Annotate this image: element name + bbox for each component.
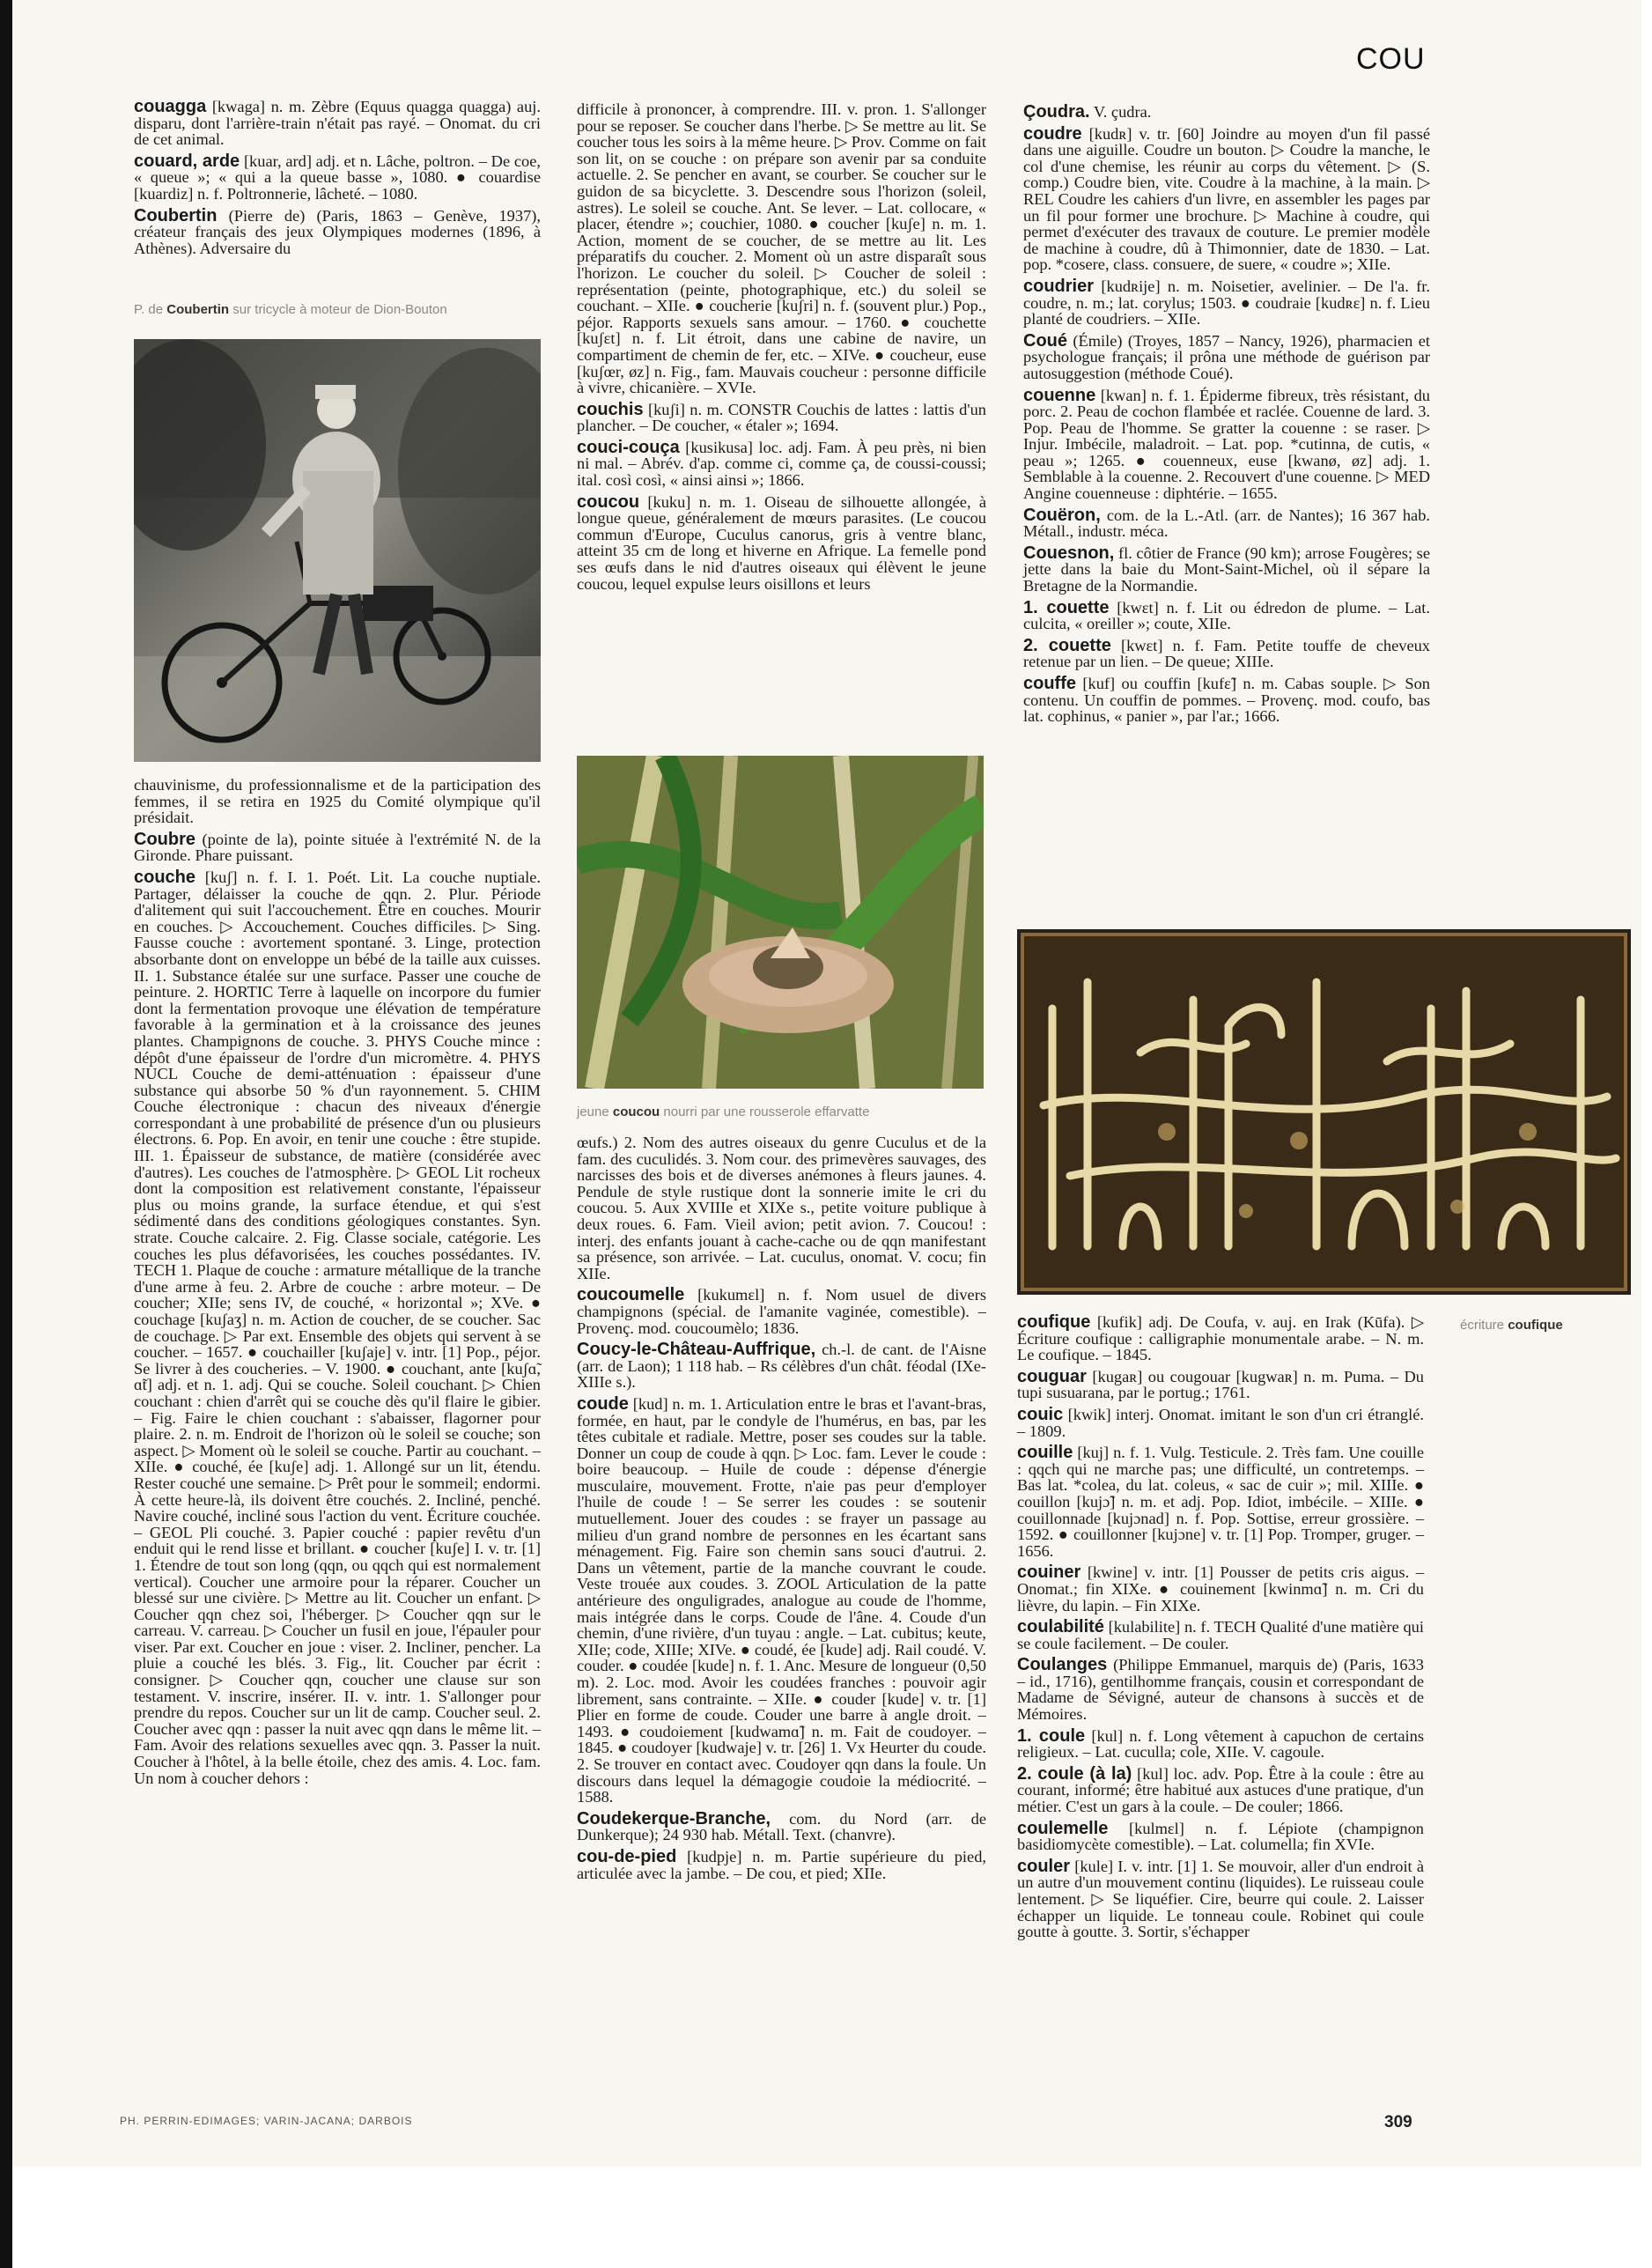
headword: coulabilité — [1017, 1617, 1104, 1637]
entry-couette-2 — [1023, 635, 1431, 671]
headword: couffe — [1023, 674, 1076, 693]
headword: couci-couça — [577, 437, 680, 457]
entry-couchis — [577, 399, 986, 435]
caption-coubertin: P. de Coubertin sur tricycle à moteur de Dion-Bouton — [134, 302, 447, 317]
entry-text: (Émile) (Troyes, 1857 – Nancy, 1926), pharmacien et psychologue français; il prôna une méthode de guérison par autosuggestion (méthode Coué). — [1023, 331, 1430, 382]
entry-text: [kulmɛl] n. f. Lépiote (champignon basidiomycète comestible). – Lat. columella; fin XVIe. — [1017, 1819, 1424, 1854]
headword: couche — [134, 867, 196, 887]
entry-coule-1 — [1017, 1725, 1424, 1762]
book-spine-shadow — [0, 0, 12, 2268]
entry-text: [kuf] ou couffin [kufɛ̃] n. m. Cabas souple. ▷ Son contenu. Un couffin de pommes. – Provenç. mod. coufo, bas lat. cophinus, « panier », par l'ar.; 1666. — [1023, 675, 1430, 726]
entry-text: [kule] I. v. intr. [1] 1. Se mouvoir, aller d'un endroit à un autre d'un mouvement continu (liquides). Le ruisseau coule lentement. ▷ Se liquéfier. Cire, beurre qui coule. 2. Laisser échapper un liquide. Le tonneau coule. Robinet qui coule goutte à goutte. 3. Sortir, s'échapper — [1017, 1857, 1424, 1941]
entry-text: com. du Nord (arr. de Dunkerque); 24 930 hab. Métall. Text. (chanvre). — [577, 1809, 986, 1844]
entry-coucou-continued: œufs.) 2. Nom des autres oiseaux du genre Cuculus et de la fam. des cuculidés. 3. Nom cour. des primevères sauvages, des narcisses des bois et de diverses anémones à fleurs jaunes. 4. Pendule de style rustique dont la sonnerie imite le cri du coucou. 5. Aux XVIIIe et XIXe s., petite voiture publique à deux roues. 6. Fam. Vieil avion; petit avion. 7. Coucou! : interj. des enfants jouant à cache-cache ou de qqn manifestant sa présence, son arrivée. – Lat. cuculus, onomat. V. cocu; fin XIIe. — [577, 1134, 986, 1282]
headword: Çoudra. — [1023, 102, 1090, 122]
entry-coubertin — [134, 205, 541, 257]
entry-coueron — [1023, 507, 1430, 540]
entry-text: fl. côtier de France (90 km); arrose Fougères; se jette dans la baie du Mont-Saint-Michel, où il sépare la Bretagne de la Normandie. — [1023, 543, 1430, 595]
column-2 — [577, 101, 986, 597]
caption-coucou: jeune coucou nourri par une rousserole effarvatte — [577, 1104, 870, 1119]
coucou-nest-photo — [577, 756, 984, 1089]
entry-text: [kugaʀ] ou cougouar [kugwaʀ] n. m. Puma. – Du tupi susuarana, par le portug.; 1761. — [1017, 1367, 1424, 1402]
entry-couler — [1017, 1858, 1424, 1940]
headword: 2. coule (à la) — [1017, 1763, 1132, 1784]
entry-text: [kwik] interj. Onomat. imitant le son d'un cri étranglé. – 1809. — [1017, 1405, 1424, 1440]
entry-couette-1 — [1023, 597, 1430, 633]
entry-text: [kusikusa] loc. adj. Fam. À peu près, ni bien ni mal. – Abrév. d'ap. comme ci, comme ça, de coussi-coussi; ital. così così, « ainsi ainsi »; 1866. — [577, 438, 987, 490]
entry-text: (Philippe Emmanuel, marquis de) (Paris, 1633 – id., 1716), gentilhomme français, cousin et correspondant de Madame de Sévigné, auteur de chansons à succès et de Mémoires. — [1017, 1656, 1424, 1724]
entry-text: [kuʃ] n. f. I. 1. Poét. Lit. La couche nuptiale. Partager, délaisser la couche de qqn. 2. Plur. Période d'alitement qui suit l'accouchement. Être en couches. Mourir en couches. ▷ Accouchement. Couches difficiles. ▷ Sing. Fausse couche : avortement spontané. 3. Linge, protection absorbante dont on enveloppe un bébé de la taille aux cuisses. II. 1. Substance étalée sur une surface. Passer une couche de peinture. 2. HORTIC Terre à laquelle on incorpore du fumier dont la fermentation provoque une élévation de température favorable à la germination et à la croissance des jeunes plantes. Champignons de couche. 3. PHYS Couche mince : dépôt d'une épaisseur de l'ordre d'un micromètre. 4. PHYS NUCL Couche de demi-atténuation : épaisseur d'une substance qui absorbe 50 % d'un rayonnement. 5. CHIM Couche électronique : chacun des niveaux d'énergie correspondant à une probabilité de présence d'un ou plusieurs électrons. 6. Pop. En avoir, en tenir une couche : être stupide. III. 1. Épaisseur de substance, de matière (considérée avec d'autres). Les couches de l'atmosphère. ▷ GEOL Lit rocheux dont la composition est relativement constante, l'épaisseur plus ou moins grande, la surface étendue, et qui s'est sédimenté dans des conditions géologiques constantes. Syn. strate. Couche calcaire. 2. Fig. Classe sociale, catégorie. Les couches les plus défavorisées, les couches possédantes. IV. TECH 1. Plaque de couche : armature métallique de la tranche d'une arme à feu. 2. Arbre de couche : arbre moteur. – De coucher; XIIe; sens IV, de couché, « horizontal »; XVe. ● couchage [kuʃaʒ] n. m. Action de coucher, de se coucher. Sac de couchage. ▷ Par ext. Ensemble des objets qui servent à se coucher. – 1657. ● couchailler [kuʃaje] v. intr. [1] Pop., péjor. Se livrer à des coucheries. – V. 1900. ● couchant, ante [kuʃɑ̃, ɑ̃t] adj. et n. 1. adj. Qui se couche. Soleil couchant. ▷ Chien couchant : chien d'arrêt qui se couche dès qu'il flaire le gibier. – Fig. Faire le chien couchant : s'abaisser, flagorner pour plaire. 2. n. m. Endroit de l'horizon où le soleil se couche; son aspect. ▷ Moment où le soleil se couche. Partir au couchant. – XIIe. ● couché, ée [kuʃe] adj. 1. Allongé sur un lit, étendu. Rester couché une semaine. ▷ Prêt pour le sommeil; endormi. À cette heure-là, ils doivent être couchés. 2. Incliné, penché. Navire couché, incliné sous l'action du vent. Écriture couchée. – GEOL Pli couché. 3. Papier couché : papier revêtu d'un enduit qui le rend lisse et brillant. ● coucher [kuʃe] I. v. tr. [1] 1. Étendre de tout son long (qqn, ou qqch qui est normalement vertical). Coucher une armoire pour la réparer. Coucher un blessé sur une civière. ▷ Mettre au lit. Coucher un enfant. ▷ Coucher qqn chez soi, l'héberger. ▷ Coucher qqn sur le carreau. V. carreau. ▷ Coucher un fusil en joue, l'épauler pour viser. Par ext. Coucher en joue : viser. 2. Incliner, pencher. La pluie a couché les blés. 3. Fig., lit. Coucher par écrit : consigner. ▷ Coucher qqn, coucher une clause sur son testament. V. inscrire, insérer. II. v. intr. 1. S'allonger pour prendre du repos. Coucher sur un lit de camp. Coucher seul. 2. Coucher avec qqn : passer la nuit avec qqn dans le même lit. – Fam. Avoir des relations sexuelles avec qqn. 3. Passer la nuit. Coucher à l'hôtel, à la belle étoile, chez des amis. 4. Loc. fam. Un nom à coucher dehors : — [134, 868, 541, 1787]
headword: couchis — [577, 399, 644, 419]
headword: Couëron, — [1023, 505, 1101, 525]
headword: 1. coule — [1017, 1725, 1086, 1746]
headword: couler — [1017, 1856, 1071, 1876]
entry-text: [kwan] n. f. 1. Épiderme fibreux, très résistant, du porc. 2. Peau de cochon flambée et raclée. Couenne de lard. 3. Pop. Peau de l'homme. Se gratter la couenne : se raser. ▷ Injur. Imbécile, maladroit. – Lat. pop. *cutinna, de cutis, « peau »; 1265. ● couenneux, euse [kwanø, øz] adj. 1. Semblable à la couenne. 2. Recouvert d'une couenne. ▷ MED Angine couenneuse : diphtérie. – 1655. — [1023, 386, 1430, 503]
entry-text: [kudʀ] v. tr. [60] Joindre au moyen d'un fil passé dans une aiguille. Coudre un bouton. ▷ Coudre la manche, le col d'une chemise, les réunir au corps du vêtement. ▷ (S. comp.) Coudre bien, vite. Coudre à la machine, à la main. ▷ REL Coudre les cahiers d'un livre, en assembler les pages par un fil pour former une brochure. ▷ Machine à coudre, qui permet d'exécuter des travaux de couture. Le premier modèle de machine à coudre, dû à Thimonnier, date de 1830. – Lat. pop. *cosere, class. consuere, de suere, « coudre »; XIIe. — [1023, 124, 1430, 274]
entry-text: [kuku] n. m. 1. Oiseau de silhouette allongée, à longue queue, généralement de mœurs parasites. (Le coucou commun d'Europe, Cuculus canorus, gris à ventre blanc, atteint 35 cm de long et hiverne en Afrique. La femelle pond ses œufs dans le nid d'autres oiseaux qui élèvent le jeune coucou, lequel expulse leurs oisillons et leurs — [577, 492, 986, 593]
headword: couagga — [134, 97, 207, 116]
headword: couiner — [1017, 1562, 1081, 1583]
entry-text: com. de la L.-Atl. (arr. de Nantes); 16 367 hab. Métall., industr. méca. — [1023, 506, 1430, 541]
entry-coulabilite — [1017, 1619, 1424, 1651]
entry-text: V. çudra. — [1093, 103, 1152, 121]
headword: Coudekerque-Branche, — [577, 1808, 771, 1828]
entry-coucher-continued: difficile à prononcer, à comprendre. III. v. pron. 1. S'allonger pour se reposer. Se coucher dans l'herbe. ▷ Se mettre au lit. Se coucher tous les soirs à la même heure. ▷ Prov. Comme on fait son lit, on se couche : on prépare son avenir par sa conduite actuelle. 2. Se pencher en avant, se courber. Se coucher sur le guidon de sa bicyclette. 3. Descendre sous l'horizon (soleil, astres). Le soleil se couche. Ant. Se lever. – Lat. collocare, « placer, étendre »; couchier, 1080. ● coucher [kuʃe] n. m. 1. Action, moment de se coucher, de se mettre au lit. Les préparatifs du coucher. 2. Moment où un astre disparaît sous l'horizon. Le coucher du soleil. ▷ Coucher de soleil : représentation (peinte, photographique, etc.) du soleil se couchant. – XIIe. ● coucherie [kuʃri] n. f. (souvent plur.) Pop., péjor. Rapports sexuels sans amour. – 1760. ● couchette [kuʃɛt] n. f. Lit étroit, dans une cabine de navire, un compartiment de chemin de fer, etc. – XIVe. ● coucheur, euse [kuʃœr, øz] n. Fig., fam. Mauvais coucheur : personne difficile à vivre, chicanière. – XVIe. — [577, 100, 986, 397]
entry-text: [kuʃi] n. m. CONSTR Couchis de lattes : lattis d'un plancher. – De coucher, « étaler »; 1694. — [577, 400, 986, 435]
headword: couguar — [1017, 1366, 1087, 1386]
headword: Coué — [1023, 330, 1067, 351]
entry-text: [kuar, ard] adj. et n. Lâche, poltron. – De coe, « queue »; « qui a la queue basse », 1080. ● couardise [kuardiz] n. f. Poltronnerie, lâcheté. – 1080. — [134, 151, 541, 203]
entry-text: [kulabilite] n. f. TECH Qualité d'une matière qui se coule facilement. – De couler. — [1017, 1618, 1424, 1652]
entry-coufique — [1017, 1314, 1424, 1363]
guide-word: COU — [1356, 42, 1426, 76]
headword: couille — [1017, 1443, 1073, 1463]
entry-couesnon — [1023, 545, 1430, 595]
entry-coudre — [1023, 123, 1430, 274]
entry-couagga — [134, 99, 541, 148]
entry-coucoumelle — [577, 1287, 986, 1336]
entry-coude — [577, 1393, 986, 1806]
entry-couenne — [1023, 385, 1430, 503]
headword: 1. couette — [1023, 597, 1110, 617]
entry-coucy — [577, 1341, 986, 1391]
headword: 2. couette — [1023, 635, 1111, 655]
headword: coufique — [1017, 1312, 1091, 1332]
headword: coudrier — [1023, 276, 1095, 296]
entry-coubertin-continued: chauvinisme, du professionnalisme et de la participation des femmes, il se retira en 1925 du Comité olympique qu'il présidait. — [134, 776, 541, 827]
entry-text: [kudʀije] n. m. Noisetier, avelinier. – De l'a. fr. coudre, n. m.; lat. corylus; 1503. ● coudraie [kudʀɛ] n. f. Lieu planté de coudriers. – XIIe. — [1023, 277, 1430, 329]
entry-coulanges — [1017, 1657, 1424, 1722]
entry-cou-de-pied — [577, 1846, 986, 1882]
headword: Coubre — [134, 829, 195, 849]
entry-couche — [134, 869, 541, 1786]
entry-couguar — [1017, 1366, 1424, 1402]
entry-couci-couca — [577, 437, 987, 490]
entry-coulemelle — [1017, 1818, 1424, 1854]
headword: couenne — [1023, 385, 1096, 405]
entry-text: (Pierre de) (Paris, 1863 – Genève, 1937), créateur français des jeux Olympiques modernes (1896, à Athènes). Adversaire du — [134, 206, 541, 257]
column-1-continued — [134, 777, 541, 1791]
entry-couille — [1017, 1444, 1424, 1559]
entry-text: ch.-l. de cant. de l'Aisne (arr. de Laon); 1 118 hab. – Rs célèbres d'un chât. féodal (IXe-XIIIe s.). — [577, 1341, 986, 1392]
entry-text: [kud] n. m. 1. Articulation entre le bras et l'avant-bras, formée, en haut, par le condyle de l'humérus, en bas, par les têtes cubitale et radiale. Mettre, poser ses coudes sur la table. Donner un coup de coude à qqn. ▷ Loc. fam. Lever le coude : boire beaucoup. – Huile de coude : dépense d'énergie musculaire, mouvement. Frotte, n'aie pas peur d'employer l'huile de coude ! – Se serrer les coudes : se soutenir mutuellement. Jouer des coudes : se frayer un passage au milieu d'un grand nombre de personnes en les écartant sans ménagement. Fig. Faire son chemin sans souci d'autrui. 2. Dans un vêtement, partie de la manche couvrant le coude. Veste trouée aux coudes. 3. ZOOL Articulation de la patte antérieure des onguligrades, analogue au coude de l'homme, mais intégrée dans le corps. Coude de l'âne. 4. Coude d'un chemin, d'une rivière, d'un tuyau : angle. – Lat. cubitus; keute, XIIe; code, XIIIe; XIVe. ● coudé, ée [kude] adj. Rail coudé. V. couder. ● coudée [kude] n. f. 1. Anc. Mesure de longueur (0,50 m). 2. Loc. mod. Avoir les coudées franches : pouvoir agir librement, sans contrainte. – XIIe. ● couder [kude] v. tr. [1] Plier en forme de coude. Couder une barre à angle droit. – 1493. ● coudoiement [kudwamɑ̃] n. m. Fait de coudoyer. – 1845. ● coudoyer [kudwaje] v. tr. [26] 1. Vx Heurter du coude. 2. Se trouver en contact avec. Coudoyer qqn dans la foule. Un discours dans lequel la démagogie coudoie la médiocrité. – 1588. — [577, 1394, 986, 1806]
entry-text: [kul] n. f. Long vêtement à capuchon de certains religieux. – Lat. cuculla; cole, XIIe. V. cagoule. — [1017, 1726, 1424, 1762]
headword: couic — [1017, 1404, 1064, 1424]
column-1 — [134, 99, 541, 262]
headword: coude — [577, 1393, 629, 1414]
coubertin-tricycle-photo — [134, 339, 541, 762]
entry-couffe — [1023, 676, 1430, 725]
headword: coucou — [577, 491, 640, 512]
entry-text: [kuj] n. f. 1. Vulg. Testicule. 2. Très fam. Une couille : qqch qui ne marche pas; une difficulté, un contretemps. – Bas lat. *colea, du lat. coleus, « sac de cuir »; mil. XIIIe. ● couillon [kujɔ̃] n. m. et adj. Pop. Idiot, imbécile. – XIIIe. ● couillonnade [kujɔnad] n. f. Pop. Sottise, erreur grossière. – 1592. ● couillonner [kujɔne] v. tr. [1] Pop. Tromper, gruger. – 1656. — [1017, 1444, 1424, 1560]
entry-text: [kwaga] n. m. Zèbre (Equus quagga quagga) auj. disparu, dont l'arrière-train n'était pas rayé. – Onomat. du cri de cet animal. — [134, 98, 541, 149]
entry-couard — [134, 153, 541, 203]
entry-coucou — [577, 491, 986, 593]
entry-text: [kufik] adj. De Coufa, v. auj. en Irak (Kūfa). ▷ Écriture coufique : calligraphie monumentale arabe. – N. m. Le coufique. – 1845. — [1017, 1313, 1424, 1364]
entry-text: [kwɛt] n. f. Lit ou édredon de plume. – Lat. culcita, « oreiller »; coute, XIIe. — [1023, 598, 1430, 633]
entry-coudra — [1023, 104, 1430, 121]
entry-coubre — [134, 831, 541, 864]
entry-couiner — [1017, 1564, 1424, 1614]
headword: cou-de-pied — [577, 1846, 677, 1866]
headword: Coubertin — [134, 205, 218, 225]
entry-coule-2 — [1017, 1763, 1424, 1816]
entry-text: [kwine] v. intr. [1] Pousser de petits cris aigus. – Onomat.; fin XIXe. ● couinement [kwinmɑ̃] n. m. Cri du lièvre, du lapin. – Fin XIXe. — [1017, 1563, 1424, 1614]
headword: Coucy-le-Château-Auffrique, — [577, 1340, 816, 1360]
entry-text: [kukumɛl] n. f. Nom usuel de divers champignons (spécial. de l'amanite vaginée, comestible). – Provenç. mod. coucoumèlo; 1836. — [577, 1286, 987, 1337]
page-number: 309 — [1384, 2113, 1412, 2131]
scan-background — [12, 2167, 1652, 2268]
headword: Couesnon, — [1023, 543, 1115, 563]
entry-text: (pointe de la), pointe située à l'extrémité N. de la Gironde. Phare puissant. — [134, 830, 541, 865]
column-3-continued — [1017, 1314, 1424, 1946]
coufique-calligraphy-photo — [1017, 929, 1631, 1295]
photo-credit: PH. PERRIN-EDIMAGES; VARIN-JACANA; DARBOIS — [120, 2115, 413, 2127]
entry-coue — [1023, 330, 1430, 382]
headword: coudre — [1023, 123, 1082, 144]
entry-text: [kudpje] n. m. Partie supérieure du pied, articulée avec la jambe. – De cou, et pied; XIIe. — [577, 1847, 986, 1882]
column-2-continued — [577, 1134, 986, 1887]
headword: couard, arde — [134, 151, 240, 171]
entry-text: [kwɛt] n. f. Fam. Petite touffe de cheveux retenue par un lien. – De queue; XIIIe. — [1023, 636, 1431, 671]
entry-text: [kul] loc. adv. Pop. Être à la coule : être au courant, informé; être habitué aux astuces d'une pratique, d'un métier. C'est un gars à la coule. – De couler; 1866. — [1017, 1764, 1424, 1816]
headword: coulemelle — [1017, 1818, 1109, 1838]
column-3 — [1023, 104, 1430, 730]
entry-coudrier — [1023, 278, 1430, 328]
headword: Coulanges — [1017, 1655, 1108, 1675]
entry-couic — [1017, 1404, 1424, 1440]
entry-coudekerque — [577, 1808, 986, 1844]
headword: coucoumelle — [577, 1285, 685, 1305]
caption-coufique: écriture coufique — [1460, 1318, 1563, 1333]
